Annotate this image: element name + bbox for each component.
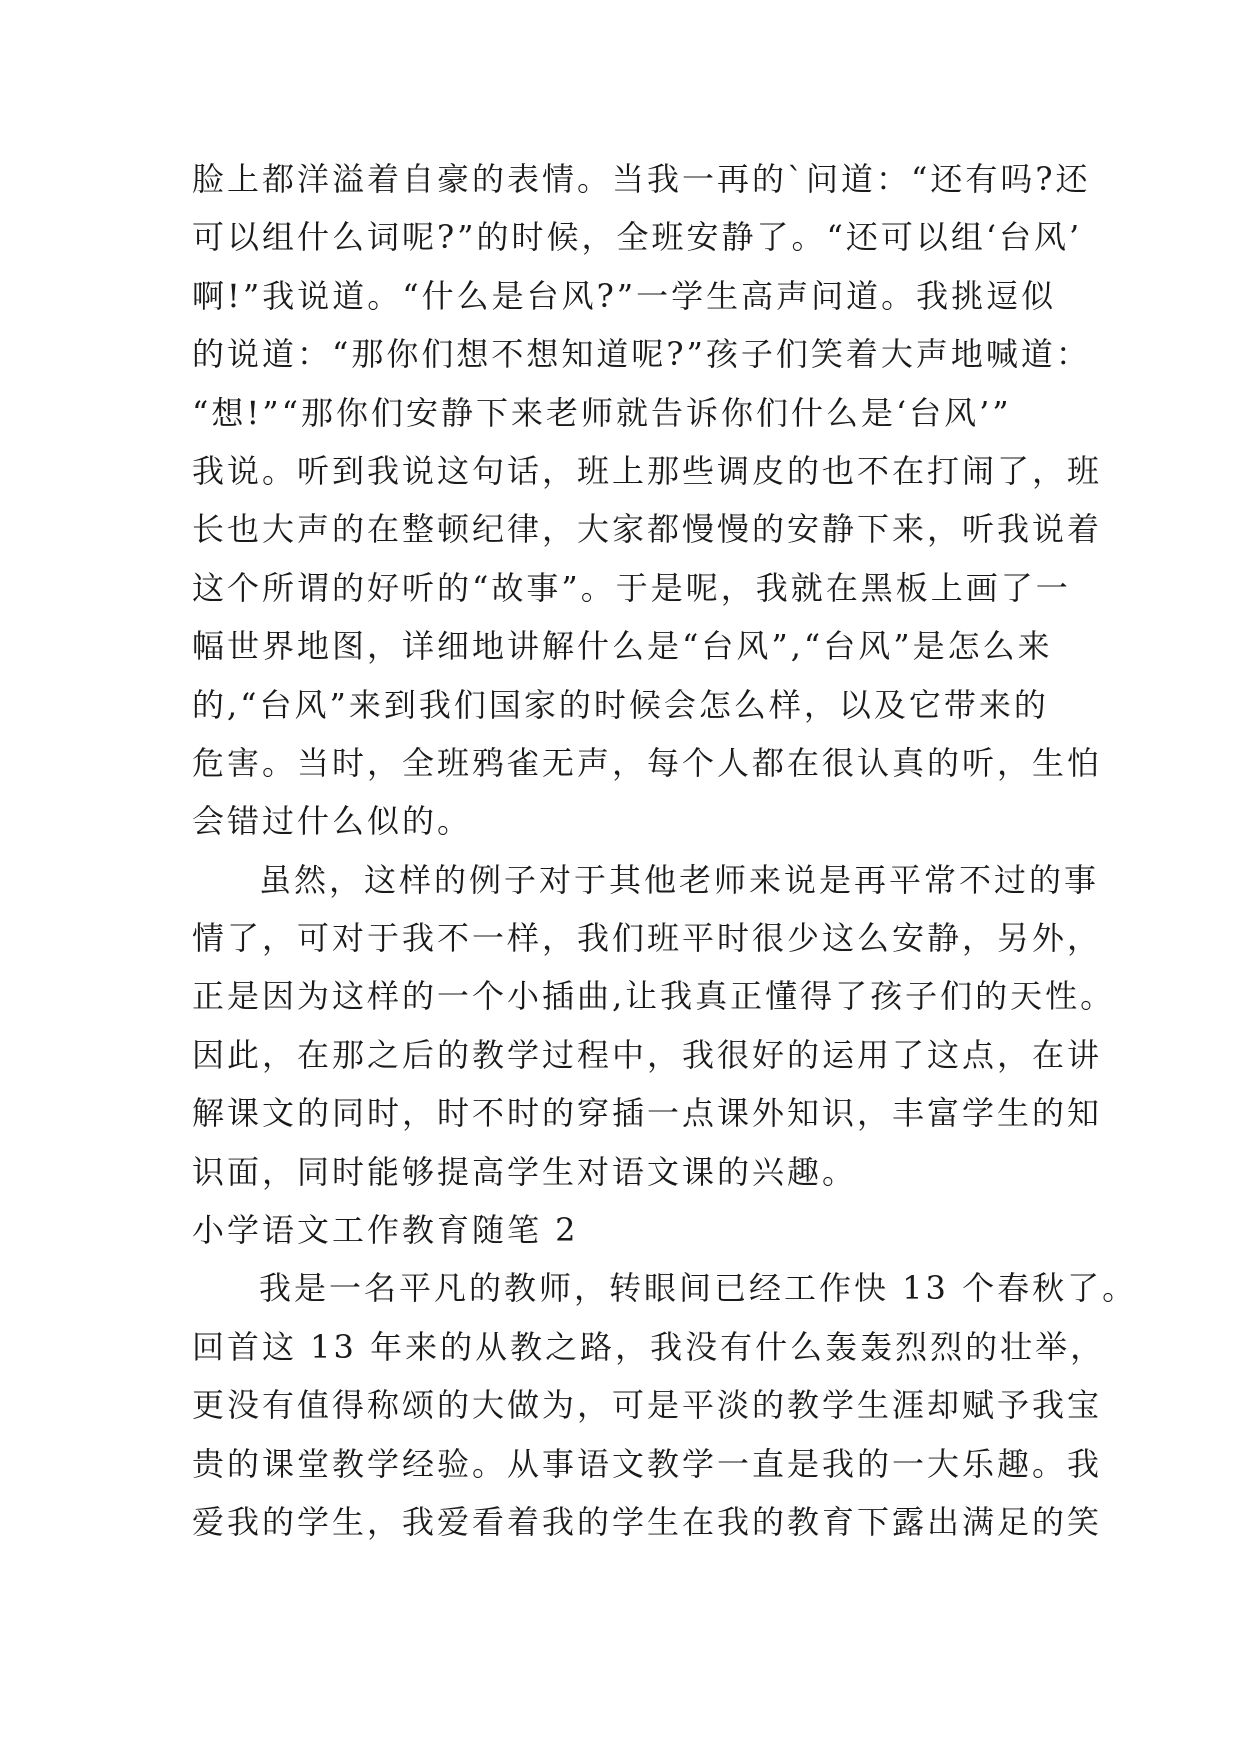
text-line: 长也大声的在整顿纪律，大家都慢慢的安静下来，听我说着: [192, 510, 1103, 549]
text-line: 回首这 13 年来的从教之路，我没有什么轰轰烈烈的壮举，: [192, 1327, 1106, 1366]
paragraph-first-line: 虽然，这样的例子对于其他老师来说是再平常不过的事: [259, 860, 1100, 899]
text-line: 可以组什么词呢?”的时候，全班安静了。“还可以组‘台风’: [192, 218, 1083, 257]
text-line: 因此，在那之后的教学过程中，我很好的运用了这点，在讲: [192, 1035, 1103, 1074]
section-heading: 小学语文工作教育随笔 2: [192, 1211, 579, 1250]
text-line: 会错过什么似的。: [192, 802, 473, 841]
text-line: 啊!”我说道。“什么是台风?”一学生高声问道。我挑逗似: [192, 276, 1057, 315]
text-line: 脸上都洋溢着自豪的表情。当我一再的`问道：“还有吗?还: [192, 160, 1091, 198]
text-line: 识面，同时能够提高学生对语文课的兴趣。: [192, 1152, 858, 1191]
text-line: 更没有值得称颂的大做为，可是平淡的教学生涯却赋予我宝: [192, 1386, 1103, 1425]
text-line: 这个所谓的好听的“故事”。于是呢，我就在黑板上画了一: [192, 568, 1071, 607]
text-line: 的说道：“那你们想不想知道呢?”孩子们笑着大声地喊道：: [192, 335, 1091, 374]
text-line: 正是因为这样的一个小插曲,让我真正懂得了孩子们的天性。: [192, 977, 1116, 1016]
text-line: “想!”“那你们安静下来老师就告诉你们什么是‘台风’”: [192, 393, 1012, 432]
text-line: 情了，可对于我不一样，我们班平时很少这么安静，另外，: [192, 919, 1103, 958]
text-line: 贵的课堂教学经验。从事语文教学一直是我的一大乐趣。我: [192, 1444, 1103, 1483]
text-line: 爱我的学生，我爱看着我的学生在我的教育下露出满足的笑: [192, 1502, 1103, 1541]
paragraph-first-line: 我是一名平凡的教师，转眼间已经工作快 13 个春秋了。: [259, 1269, 1138, 1308]
text-line: 我说。听到我说这句话，班上那些调皮的也不在打闹了，班: [192, 451, 1103, 490]
document-body: [192, 150, 1138, 1551]
text-line: 幅世界地图，详细地讲解什么是“台风”,“台风”是怎么来: [192, 627, 1053, 666]
text-line: 危害。当时，全班鸦雀无声，每个人都在很认真的听，生怕: [192, 743, 1103, 782]
text-line: 的,“台风”来到我们国家的时候会怎么样，以及它带来的: [192, 685, 1049, 724]
text-line: 解课文的同时，时不时的穿插一点课外知识，丰富学生的知: [192, 1094, 1103, 1133]
